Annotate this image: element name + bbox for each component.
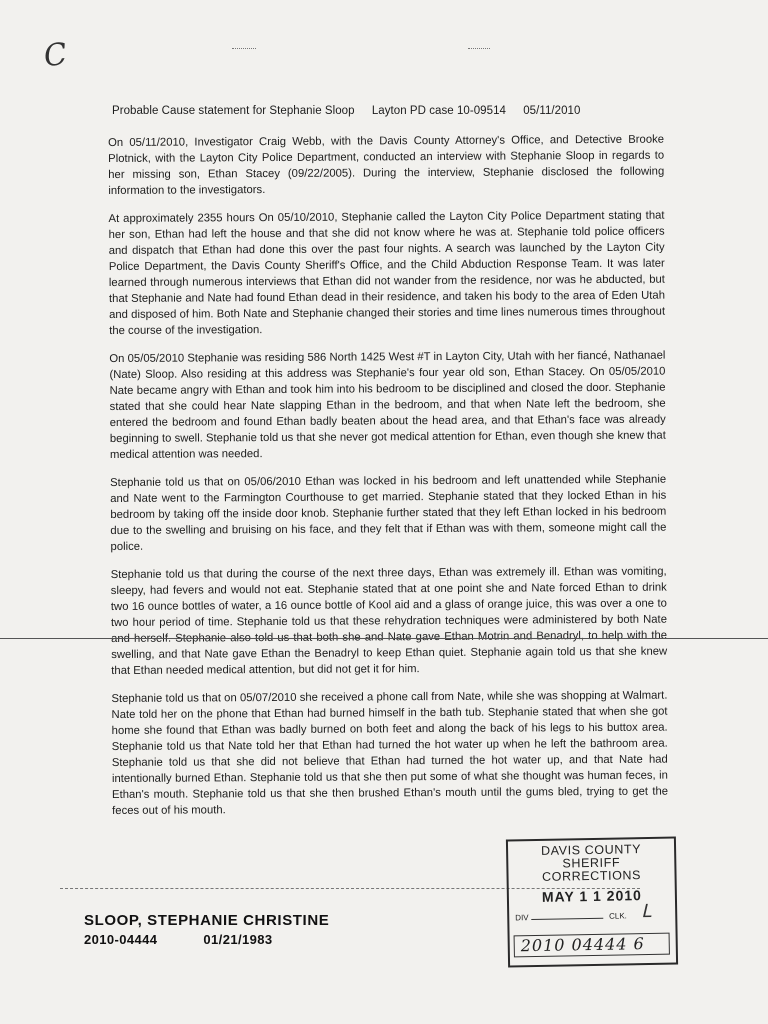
stamp-agency-line2: CORRECTIONS [541,868,642,884]
stamp-agency [514,843,669,885]
stamp-clk-label: CLK. [608,911,627,921]
document-header [112,105,672,117]
stamp-clerk-initials: ᒪ [640,900,652,923]
paragraph-interview: On 05/11/2010, Investigator Craig Webb, with the Davis County Attorney's Office, and Detective Brooke Plotnick, with the Layton City Police Department, conducted an interview with Stephanie Sloop in regards to her missing son, Ethan Stacey (09/22/2005). During the interview, Stephanie disclosed the following information to the investigators. [108,133,665,197]
top-scan-marks [232,34,502,54]
paragraph-missing-report: At approximately 2355 hours On 05/10/2010, Stephanie called the Layton City Police Department stating that her son, Ethan had left the house and that she did not know where he was at. Stephanie told police officers and dispatch that Ethan had done this over the past four nights. A search was launched by the Layton City Police Department, the Davis County Sheriff's Office, and the Child Abduction Response Team. It was later learned through numerous interviews that Ethan did not wander from the residence, nor was he abducted, but that Stephanie and Nate had found Ethan dead in their residence, and taken his body to the area of Eden Utah and disposed of him. Both Nate and Stephanie changed their stories and time lines numerous times throughout the course of the investigation. [108,209,666,337]
paragraph-residence: On 05/05/2010 Stephanie was residing 586 North 1425 West #T in Layton City, Utah with her fiancé, Nathanael (Nate) Sloop. Also residing at this address was Stephanie's four year old son, Ethan Stacey. On 05/05/2010 Nate became angry with Ethan and took him into his bedroom to be disciplined and closed the door. Stephanie stated that she could hear Nate slapping Ethan in the bedroom, and that when Nate left the bedroom, she entered the bedroom and found Ethan badly beaten about the head area, and that Ethan's face was already beginning to swell. Stephanie told us that she never got medical attention for Ethan, even though she knew that medical attention was needed. [109,349,666,461]
case-number: Layton PD case 10-09514 [371,105,506,117]
date-of-birth: 01/21/1983 [203,932,273,947]
subject-label [84,912,329,947]
booking-number: 2010-04444 [84,932,158,947]
stamp-div-label: DIV [515,913,529,923]
stamp-date: MAY 1 1 2010 [541,887,643,905]
scan-mark-left [232,34,256,49]
statement-body [108,132,668,831]
handwritten-corner-mark: C [41,36,70,75]
stamp-agency-line1: DAVIS COUNTY SHERIFF [540,842,642,871]
document-date: 05/11/2010 [523,105,581,117]
stamp-case-box [514,933,670,958]
document-title: Probable Cause statement for Stephanie Sloop [112,105,355,117]
scan-mark-right [468,34,490,49]
paragraph-locked-room: Stephanie told us that on 05/06/2010 Ethan was locked in his bedroom and left unattended while Stephanie and Nate went to the Farmington Courthouse to get married. Stephanie stated that they locked Ethan in his bedroom by taking off the inside door knob. Stephanie further stated that they left Ethan locked in his bedroom due to the swelling and bruising on his face, and they felt that if Ethan was with them, someone might call the police. [110,473,667,553]
subject-name: SLOOP, STEPHANIE CHRISTINE [84,912,330,929]
paragraph-illness: Stephanie told us that during the course of the next three days, Ethan was extremely ill. Ethan was vomiting, sleepy, had fevers and would not eat. Stephanie stated that at one point she and Nate forced Ethan to drink two 16 ounce bottles of water, a 16 ounce bottle of Kool aid and a glass of orange juice, this was over a one to two hour period of time. Stephanie told us that these rehydration techniques were administered by both Nate and herself. Stephanie also told us that both she and Nate gave Ethan Motrin and Benadryl, to help with the swelling, and that Nate gave Ethan the Benadryl to keep Ethan quiet. Stephanie again told us that she knew that Ethan needed medical attention, but did not get it for him. [110,565,668,677]
scan-strike-line [0,638,768,639]
stamp-div-line [531,918,603,920]
sheriff-received-stamp [506,837,678,968]
handwritten-case-number: 2010 04444 6 [520,934,645,956]
subject-ids [84,932,329,947]
paragraph-burns: Stephanie told us that on 05/07/2010 she received a phone call from Nate, while she was shopping at Walmart. Nate told her on the phone that Ethan had burned himself in the bath tub. Stephanie stated that when she got home she found that Ethan was badly burned on both feet and along the back of his legs to his buttox area. Stephanie told us that Nate told her that Ethan had turned the hot water up when he left the bathroom area. Stephanie told us that she did not believe that Ethan had turned the hot water up, and that Nate had intentionally burned Ethan. Stephanie told us that she then put some of what she thought was human feces, in Ethan's mouth. Stephanie told us that she then brushed Ethan's mouth until the gums bled, trying to get the feces out of his mouth. [111,689,669,817]
